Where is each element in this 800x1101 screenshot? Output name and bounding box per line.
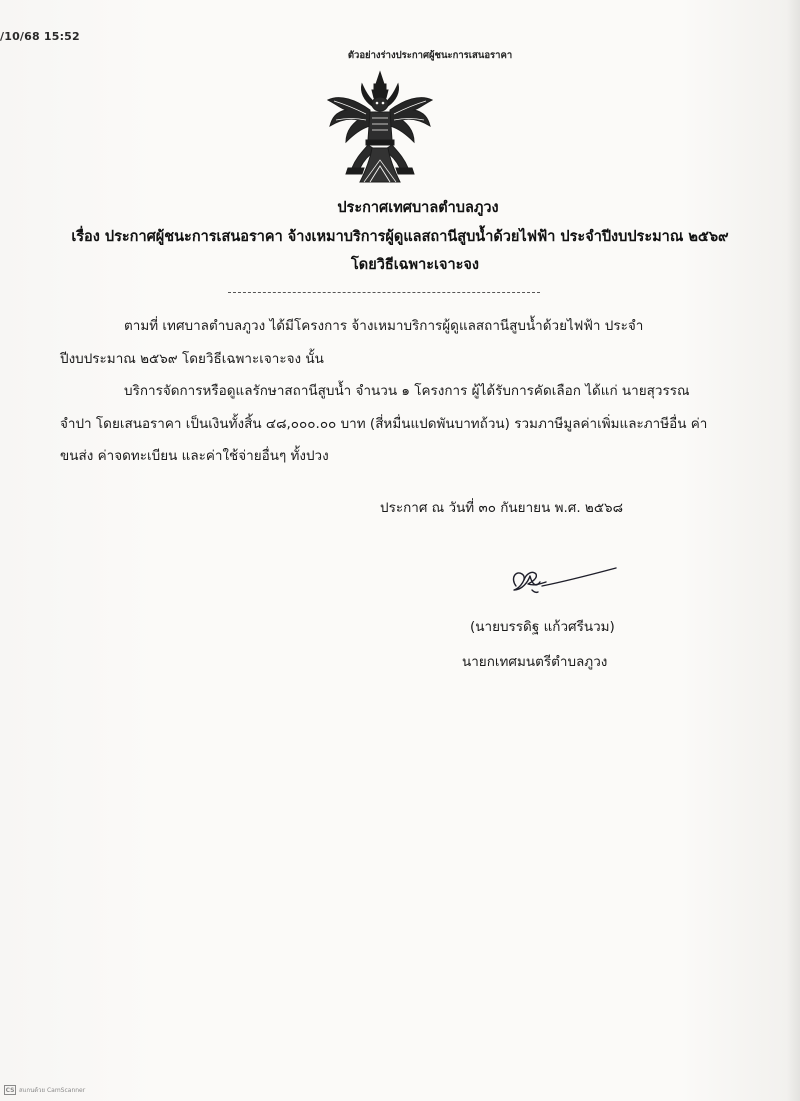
body-paragraph-2-line-1: บริการจัดการหรือดูแลรักษาสถานีสูบน้ำ จำนวน ๑ โครงการ ผู้ได้รับการคัดเลือก ได้แก่ นายสุวรรณ xyxy=(124,383,690,399)
garuda-emblem-icon xyxy=(326,70,434,186)
camscanner-logo-icon: CS xyxy=(5,1087,15,1094)
scanner-watermark-text: สแกนด้วย CamScanner xyxy=(19,1087,86,1094)
announcement-subject: เรื่อง ประกาศผู้ชนะการเสนอราคา จ้างเหมาบริการผู้ดูแลสถานีสูบน้ำด้วยไฟฟ้า ประจำปีงบประมาณ ๒๕๖๙ xyxy=(71,229,729,245)
signer-name: (นายบรรดิฐ แก้วศรีนวม) xyxy=(470,619,615,635)
body-paragraph-2-line-3: ขนส่ง ค่าจดทะเบียน และค่าใช้จ่ายอื่นๆ ทั้งปวง xyxy=(60,448,329,464)
body-paragraph-1-line-2: ปีงบประมาณ ๒๕๖๙ โดยวิธีเฉพาะเจาะจง นั้น xyxy=(60,351,324,367)
procurement-method: โดยวิธีเฉพาะเจาะจง xyxy=(351,257,479,273)
page-edge-shadow xyxy=(786,0,800,1101)
scan-timestamp: /10/68 15:52 xyxy=(0,30,80,43)
announcement-date: ประกาศ ณ วันที่ ๓๐ กันยายน พ.ศ. ๒๕๖๘ xyxy=(380,500,624,516)
signer-position: นายกเทศมนตรีตำบลภูวง xyxy=(462,654,608,670)
body-paragraph-1-line-1: ตามที่ เทศบาลตำบลภูวง ได้มีโครงการ จ้างเหมาบริการผู้ดูแลสถานีสูบน้ำด้วยไฟฟ้า ประจำ xyxy=(124,318,644,334)
scanner-watermark xyxy=(4,1085,85,1095)
dashed-divider xyxy=(228,292,540,293)
draft-note: ตัวอย่างร่างประกาศผู้ชนะการเสนอราคา xyxy=(347,50,513,61)
announcement-issuer: ประกาศเทศบาลตำบลภูวง xyxy=(337,200,499,216)
handwritten-signature-icon xyxy=(502,556,622,606)
body-paragraph-2-line-2: จำปา โดยเสนอราคา เป็นเงินทั้งสิ้น ๔๘,๐๐๐.๐๐ บาท (สี่หมื่นแปดพันบาทถ้วน) รวมภาษีมูลค่าเพิ่มและภาษีอื่น ค่า xyxy=(60,416,708,432)
